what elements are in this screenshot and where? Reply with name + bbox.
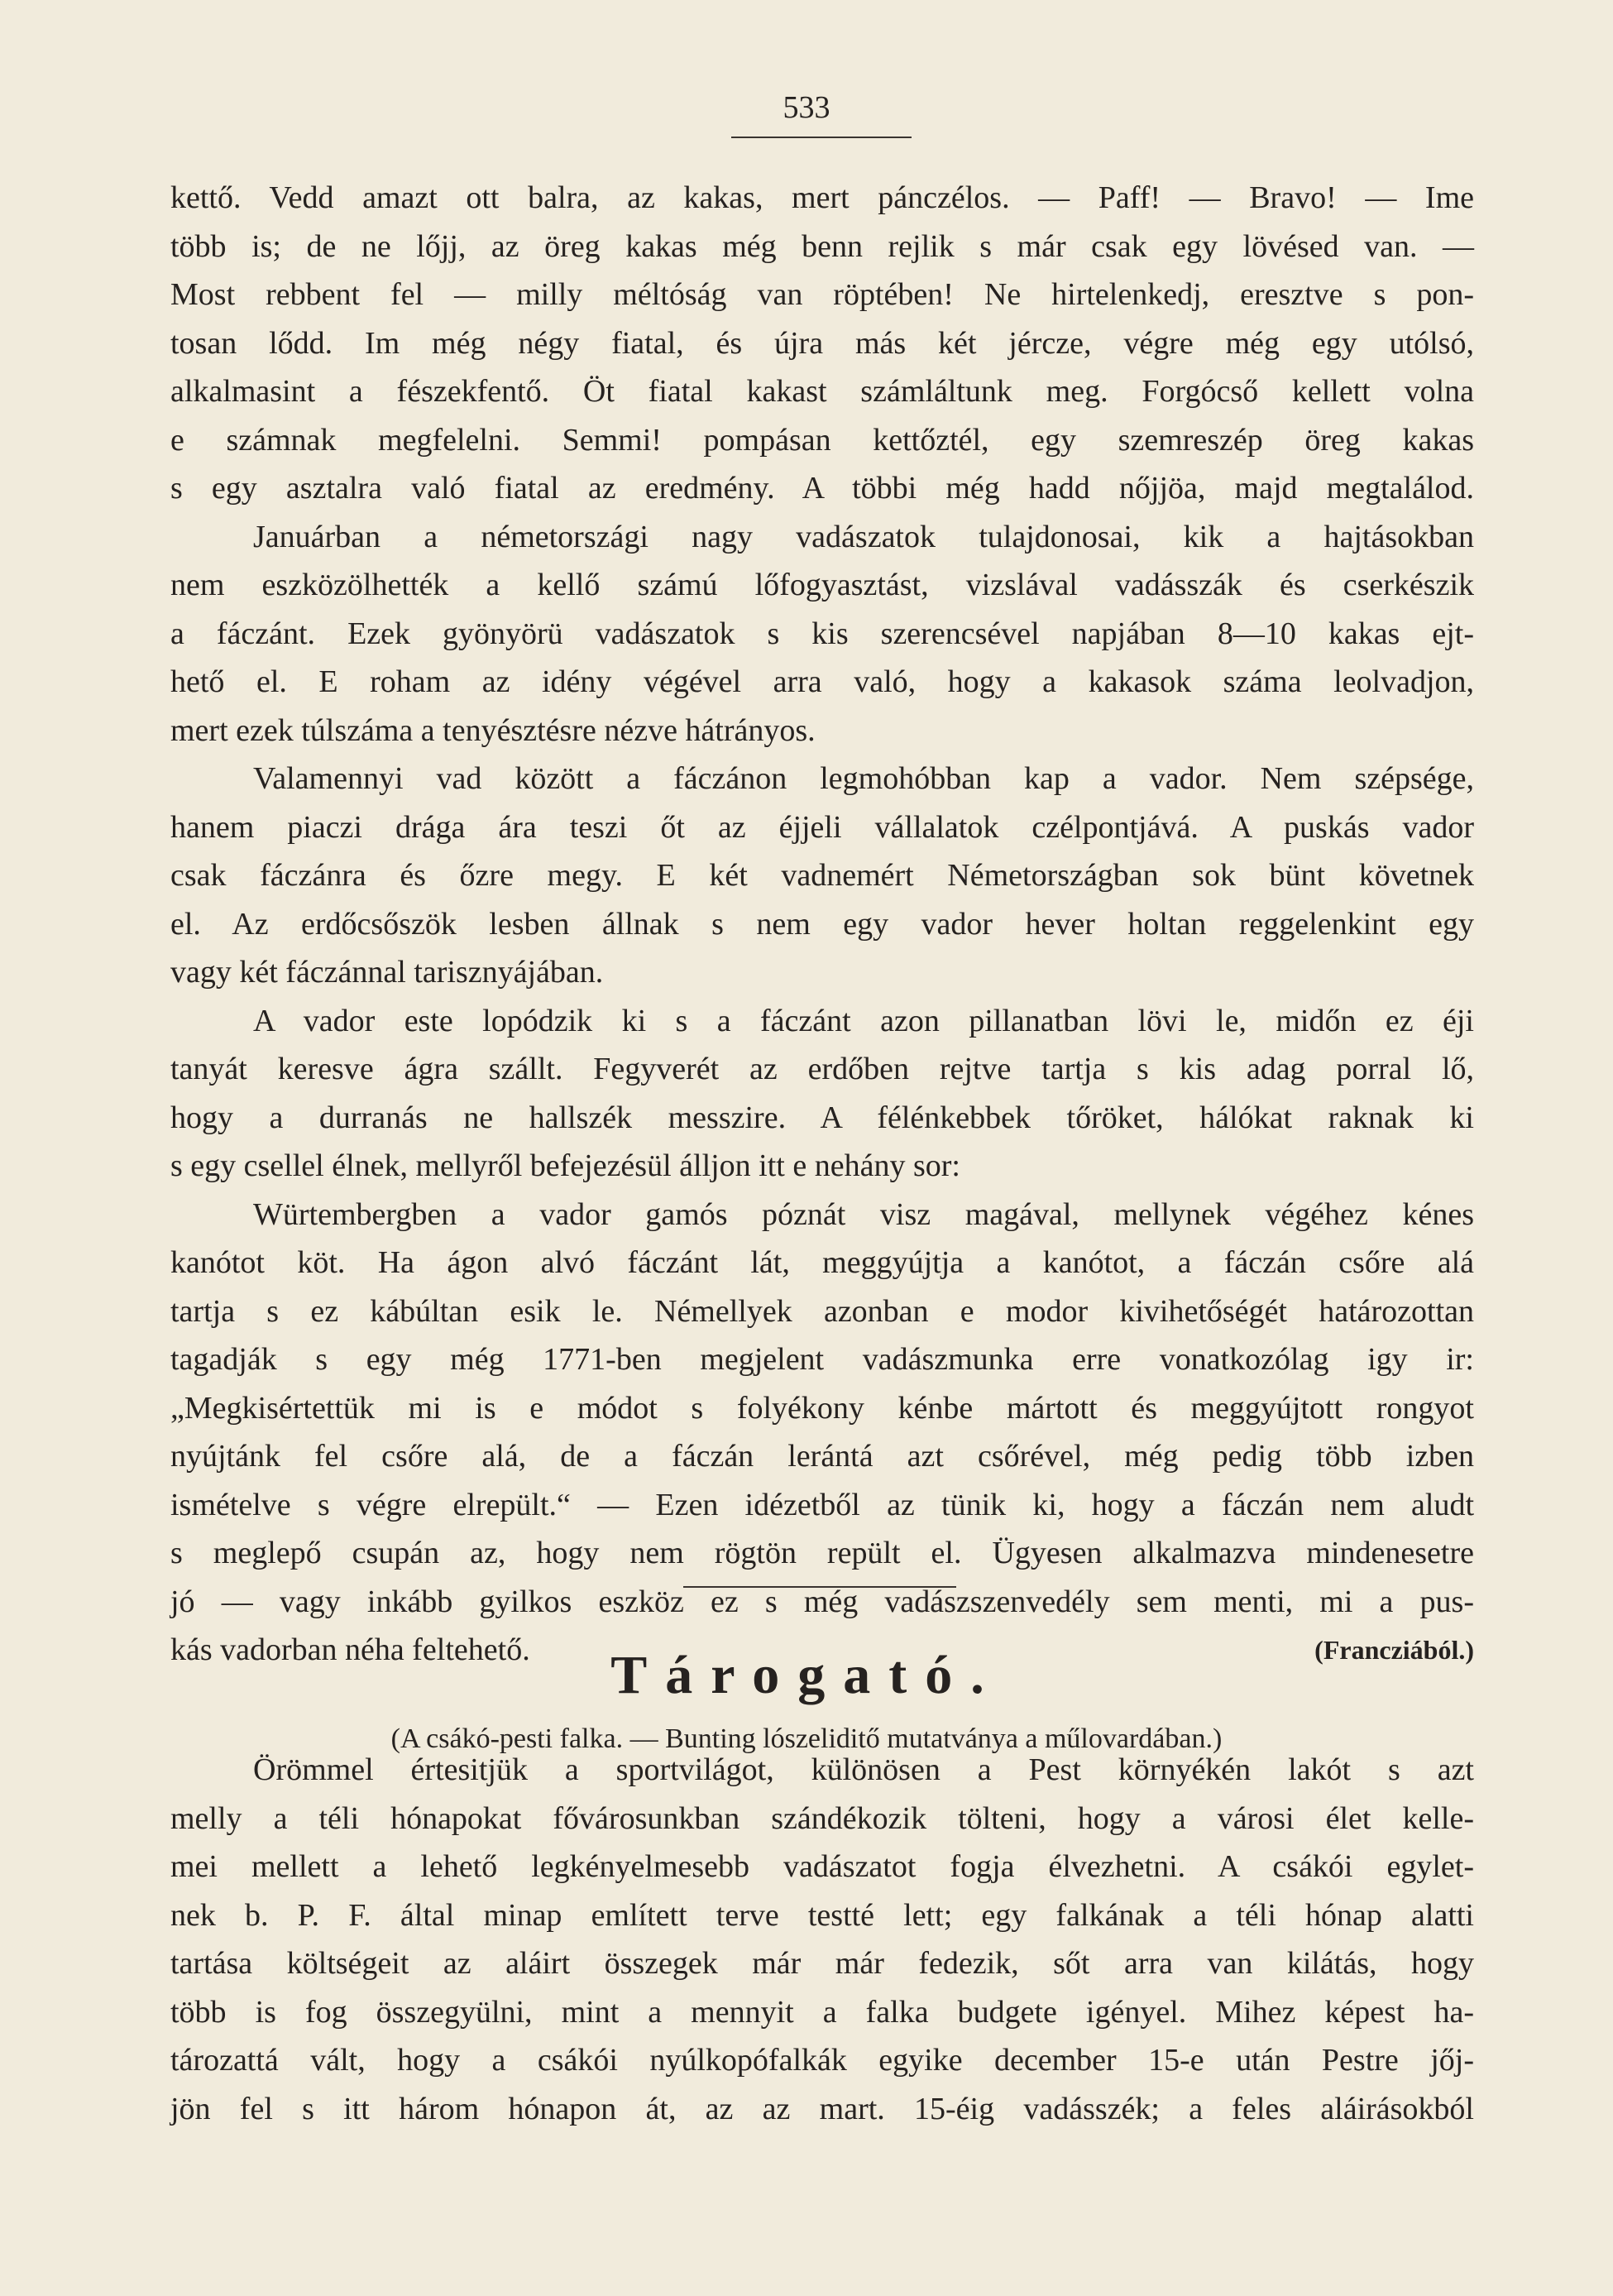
text-line: el. Az erdőcsőszök lesben állnak s nem egy vador hever holtan reggelenkint egy — [170, 906, 1474, 942]
section-divider — [683, 1586, 956, 1588]
text-line: alkalmasint a fészekfentő. Öt fiatal kakast számláltunk meg. Forgócső kellett volna — [170, 374, 1474, 409]
text-line: mert ezek túlszáma a tenyésztésre nézve hátrányos. — [170, 712, 816, 748]
paragraph-3 — [170, 755, 1474, 997]
text-line: nek b. P. F. által minap említett terve testté lett; egy falkának a téli hónap alatti — [170, 1897, 1474, 1933]
paragraph-6 — [170, 1746, 1474, 2133]
text-line: hanem piaczi drága ára teszi őt az éjjeli vállalatok czélpontjává. A puskás vador — [170, 809, 1474, 845]
paragraph-1 — [170, 174, 1474, 513]
text-line: Örömmel értesitjük a sportvilágot, különösen a Pest környékén lakót s azt — [253, 1752, 1474, 1787]
text-line: tanyát keresve ágra szállt. Fegyverét az erdőben rejtve tartja s kis adag porral lő, — [170, 1052, 1474, 1086]
text-line: A vador este lopódzik ki s a fáczánt azon pillanatban lövi le, midőn ez éji — [253, 1003, 1474, 1038]
text-line: tározattá vált, hogy a csákói nyúlkopófalkák egyike december 15-e után Pestre jőj- — [170, 2043, 1474, 2078]
text-line: több is fog összegyülni, mint a mennyit a falka budgete igényel. Mihez képest ha- — [170, 1994, 1474, 2030]
text-line: Most rebbent fel — milly méltóság van röptében! Ne hirtelenkedj, eresztve s pon- — [170, 277, 1474, 312]
text-line: hető el. E roham az idény végével arra való, hogy a kakasok száma leolvadjon, — [170, 664, 1474, 699]
text-line: több is; de ne lőjj, az öreg kakas még benn rejlik s már csak egy lövésed van. — — [170, 228, 1474, 264]
text-line: nyújtánk fel csőre alá, de a fáczán lerántá azt csőrével, még pedig több izben — [170, 1439, 1474, 1474]
article-pheasant-hunting — [170, 174, 1474, 1675]
text-line: nem eszközölhették a kellő számú lőfogyasztást, vizslával vadásszák és cserkészik — [170, 568, 1474, 602]
article-subtitle: (A csákó-pesti falka. — Bunting lószeliditő mutatványa a műlovardában.) — [390, 1723, 1223, 1754]
text-line: tartja s ez kábúltan esik le. Némellyek azonban e modor kivihetőségét határozottan — [170, 1293, 1474, 1329]
text-line: „Megkisértettük mi is e módot s folyékony kénbe mártott és meggyújtott rongyot — [170, 1390, 1474, 1426]
text-line: jó — vagy inkább gyilkos eszköz ez s még vadászszenvedély sem menti, mi a pus- — [170, 1584, 1474, 1619]
page-number: 533 — [783, 90, 830, 125]
text-line: Würtembergben a vador gamós póznát visz magával, mellynek végéhez kénes — [253, 1196, 1474, 1232]
source-note: (Francziából.) — [1314, 1635, 1474, 1665]
text-line: s egy asztalra való fiatal az eredmény. A többi még hadd nőjjöa, majd megtalálod. — [170, 471, 1474, 506]
text-line: Valamennyi vad között a fáczánon legmohóbban kap a vador. Nem szépsége, — [253, 761, 1474, 796]
text-line: tagadják s egy még 1771-ben megjelent vadászmunka erre vonatkozólag igy ir: — [170, 1342, 1474, 1377]
text-line: e számnak megfelelni. Semmi! pompásan kettőztél, egy szemreszép öreg kakas — [170, 422, 1474, 458]
article-tarogato — [170, 1746, 1474, 2133]
text-line: hogy a durranás ne hallszék messzire. A félénkebbek tőröket, hálókat raknak ki — [170, 1100, 1474, 1135]
header-rule — [731, 137, 912, 138]
text-line: ismételve s végre elrepült.“ — Ezen idézetből az tünik ki, hogy a fáczán nem aludt — [170, 1487, 1474, 1522]
text-line: melly a téli hónapokat fővárosunkban szándékozik tölteni, hogy a városi élet kelle- — [170, 1800, 1474, 1836]
text-line: Januárban a németországi nagy vadászatok tulajdonosai, kik a hajtásokban — [253, 519, 1474, 554]
text-line: csak fáczánra és őzre megy. E két vadnemért Németországban sok bünt követnek — [170, 858, 1474, 893]
text-line: tartása költségeit az aláirt összegek már már fedezik, sőt arra van kilátás, hogy — [170, 1946, 1474, 1981]
closing-text: kás vadorban néha feltehető. — [170, 1632, 530, 1667]
text-line: s egy csellel élnek, mellyről befejezésül álljon itt e nehány sor: — [170, 1148, 960, 1183]
text-line: kanótot köt. Ha ágon alvó fáczánt lát, meggyújtja a kanótot, a fáczán csőre alá — [170, 1245, 1474, 1280]
paragraph-5 — [170, 1191, 1474, 1675]
article-title: Tárogató. — [610, 1645, 1003, 1705]
paragraph-2 — [170, 513, 1474, 755]
text-line: mei mellett a lehető legkényelmesebb vadászatot fogja élvezhetni. A csákói egylet- — [170, 1849, 1474, 1884]
text-line: tosan lődd. Im még négy fiatal, és újra más két jércze, végre még egy utólsó, — [170, 325, 1474, 361]
text-line: vagy két fáczánnal tarisznyájában. — [170, 955, 604, 990]
text-line: jön fel s itt három hónapon át, az az mart. 15-éig vadásszék; a feles aláirásokból — [170, 2091, 1474, 2126]
text-line: kettő. Vedd amazt ott balra, az kakas, mert pánczélos. — Paff! — Bravo! — Ime — [170, 180, 1474, 215]
text-line: a fáczánt. Ezek gyönyörü vadászatok s kis szerencsével napjában 8—10 kakas ejt- — [170, 616, 1474, 651]
paragraph-4 — [170, 997, 1474, 1191]
text-line: s meglepő csupán az, hogy nem rögtön repült el. Ügyesen alkalmazva mindenesetre — [170, 1536, 1474, 1570]
